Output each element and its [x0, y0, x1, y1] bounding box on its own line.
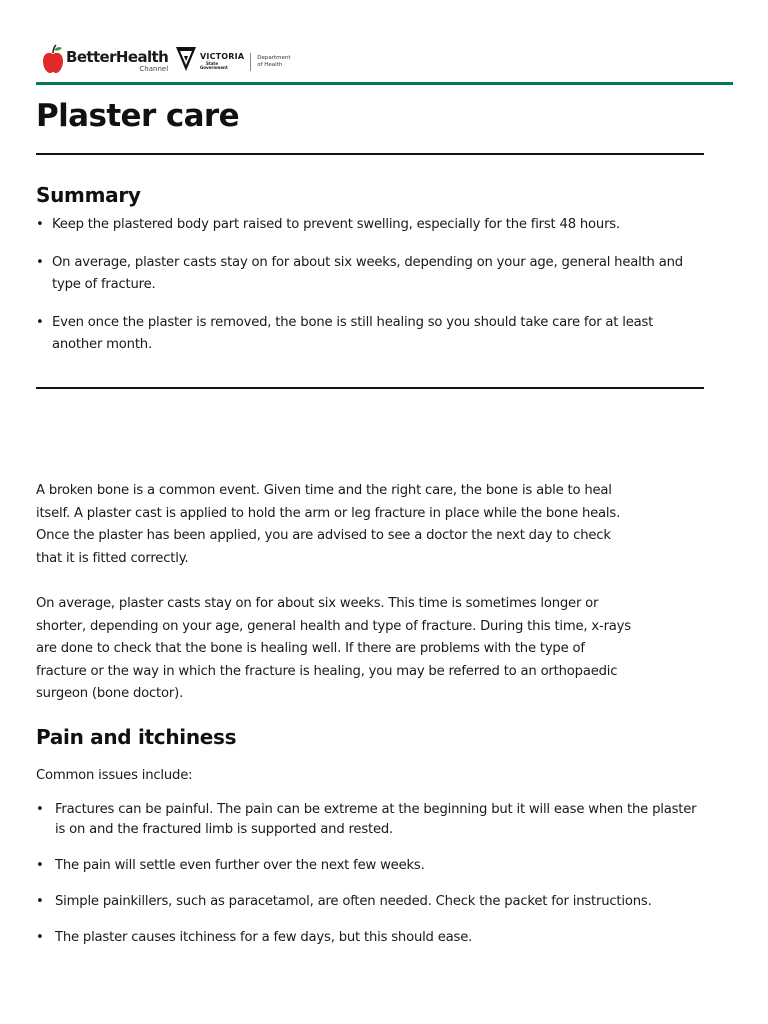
victoria-government-logo[interactable] [175, 44, 297, 76]
summary-list-item: • Even once the plaster is removed, the bone is still healing so you should take care for at least another month. [36, 312, 704, 357]
pain-section-lead: Common issues include: [36, 768, 193, 783]
department-of-health-text: Department of Health [257, 55, 291, 68]
issues-list-item: • The pain will settle even further over the next few weeks. [36, 856, 704, 876]
summary-list [36, 214, 704, 372]
issues-list-item: • The plaster causes itchiness for a few days, but this should ease. [36, 928, 704, 948]
summary-divider [36, 387, 704, 389]
bhc-logo-text: BetterHealth [66, 48, 169, 66]
issues-list-item: • Simple painkillers, such as paracetamol, are often needed. Check the packet for instructions. [36, 892, 704, 912]
better-health-channel-logo[interactable] [42, 44, 168, 76]
summary-list-item: • Keep the plastered body part raised to prevent swelling, especially for the first 48 hours. [36, 214, 704, 237]
issues-list [36, 800, 704, 964]
intro-paragraph: A broken bone is a common event. Given time and the right care, the bone is able to heal itself. A plaster cast is applied to hold the arm or leg fracture in place while the bone heals. Once the plaster has been applied, you are advised to see a doctor the next day to check that it is fitted correctly. [36, 483, 621, 566]
state-government-text: State Government [200, 61, 228, 70]
summary-list-item: • On average, plaster casts stay on for about six weeks, depending on your age, general health and type of fracture. [36, 252, 704, 297]
pain-section-heading: Pain and itchiness [36, 725, 237, 749]
site-header [36, 40, 733, 86]
title-divider [36, 153, 704, 155]
header-accent-rule [36, 82, 733, 85]
bhc-logo-subtext: Channel [139, 65, 169, 73]
issues-list-item: • Fractures can be painful. The pain can be extreme at the beginning but it will ease when the plaster is on and the fractured limb is supported and rested. [36, 800, 704, 840]
victoria-triangle-icon [175, 44, 197, 76]
logo-divider [250, 53, 251, 71]
victoria-logo-text: VICTORIA [200, 52, 245, 61]
summary-heading: Summary [36, 183, 141, 207]
page-title: Plaster care [36, 98, 240, 134]
apple-icon [42, 44, 64, 74]
intro-paragraph: On average, plaster casts stay on for about six weeks. This time is sometimes longer or shorter, depending on your age, general health and type of fracture. During this time, x-rays are done to check that the bone is healing well. If there are problems with the type of fracture or the way in which the fracture is healing, you may be referred to an orthopaedic surgeon (bone doctor). [36, 596, 631, 701]
